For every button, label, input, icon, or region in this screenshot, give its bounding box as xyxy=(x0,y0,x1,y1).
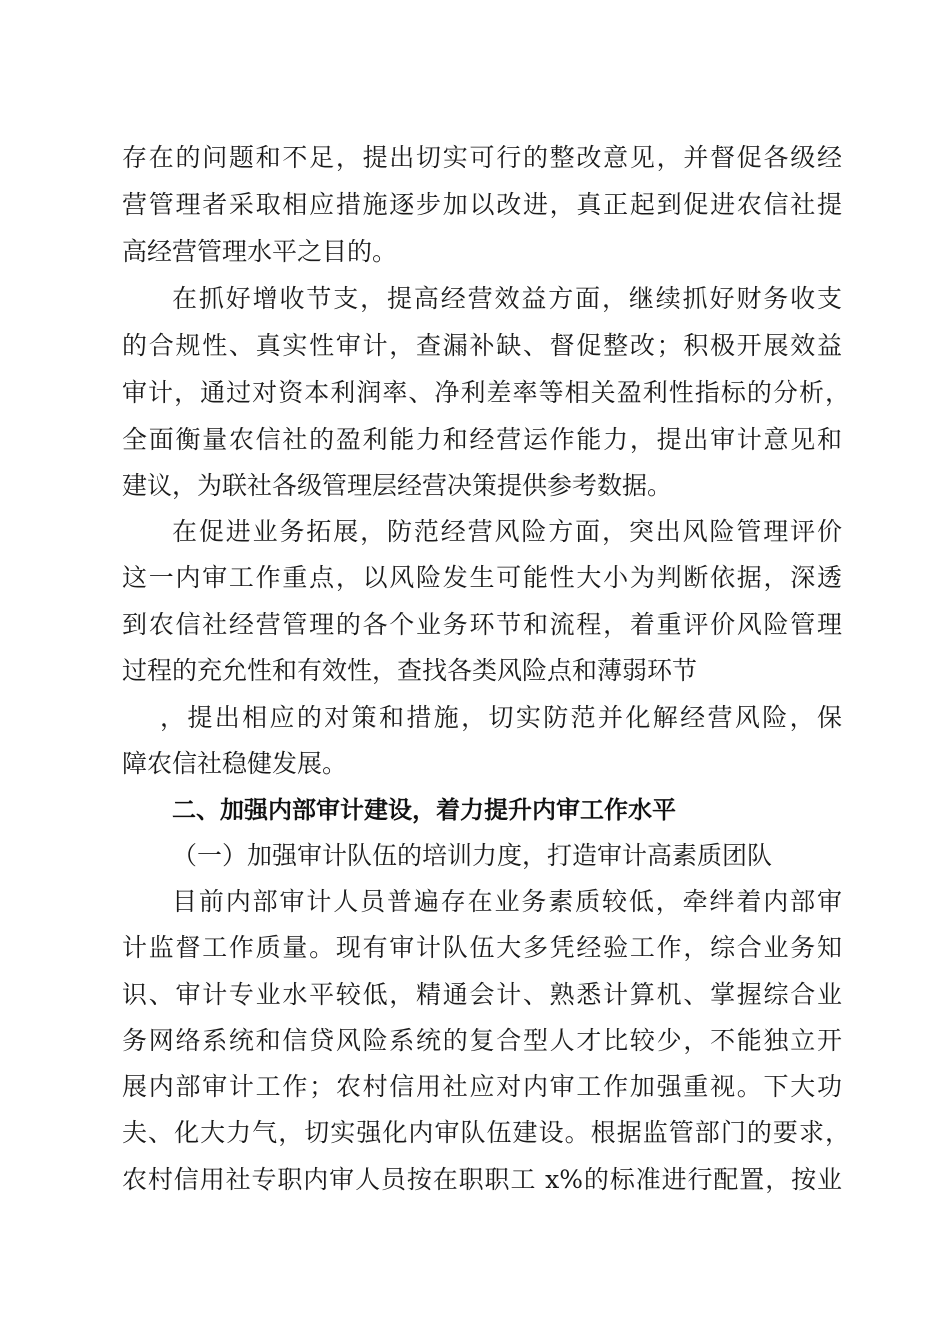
body-text-line: 这一内审工作重点，以风险发生可能性大小为判断依据，深透 xyxy=(122,563,842,592)
paragraph-first-line: 目前内部审计人员普遍存在业务素质较低，牵绊着内部审 xyxy=(172,887,842,916)
body-text-line: 审计，通过对资本利润率、净利差率等相关盈利性指标的分析， xyxy=(122,378,850,407)
body-text-line: 务网络系统和信贷风险系统的复合型人才比较少，不能独立开 xyxy=(122,1026,842,1055)
subsection-heading: （一）加强审计队伍的培训力度，打造审计高素质团队 xyxy=(172,841,773,870)
body-text-line: 夫、化大力气，切实强化内审队伍建设。根据监管部门的要求， xyxy=(122,1118,850,1147)
body-text-line: 高经营管理水平之目的。 xyxy=(122,237,398,266)
paragraph-first-line: 在促进业务拓展，防范经营风险方面，突出风险管理评价 xyxy=(172,517,842,546)
body-text-line: 识、审计专业水平较低，精通会计、熟悉计算机、掌握综合业 xyxy=(122,980,842,1009)
body-text-line: 展内部审计工作；农村信用社应对内审工作加强重视。下大功 xyxy=(122,1072,842,1101)
body-text-line: ，提出相应的对策和措施，切实防范并化解经营风险，保 xyxy=(160,703,842,732)
section-heading: 二、加强内部审计建设，着力提升内审工作水平 xyxy=(172,796,676,824)
body-text-line: 过程的充允性和有效性，查找各类风险点和薄弱环节 xyxy=(122,656,698,685)
body-text-line: 到农信社经营管理的各个业务环节和流程，着重评价风险管理 xyxy=(122,610,842,639)
body-text-line: 全面衡量农信社的盈利能力和经营运作能力，提出审计意见和 xyxy=(122,425,842,454)
body-text-line: 计监督工作质量。现有审计队伍大多凭经验工作，综合业务知 xyxy=(122,933,842,962)
body-text-line: 存在的问题和不足，提出切实可行的整改意见，并督促各级经 xyxy=(122,143,842,172)
body-text-line: 建议，为联社各级管理层经营决策提供参考数据。 xyxy=(122,471,673,500)
body-text-line: 障农信社稳健发展。 xyxy=(122,749,348,778)
body-text-line: 农村信用社专职内审人员按在职职工 x%的标准进行配置，按业 xyxy=(122,1165,842,1194)
body-text-line: 的合规性、真实性审计，查漏补缺、督促整改；积极开展效益 xyxy=(122,331,842,360)
body-text-line: 营管理者采取相应措施逐步加以改进，真正起到促进农信社提 xyxy=(122,190,842,219)
paragraph-first-line: 在抓好增收节支，提高经营效益方面，继续抓好财务收支 xyxy=(172,284,842,313)
